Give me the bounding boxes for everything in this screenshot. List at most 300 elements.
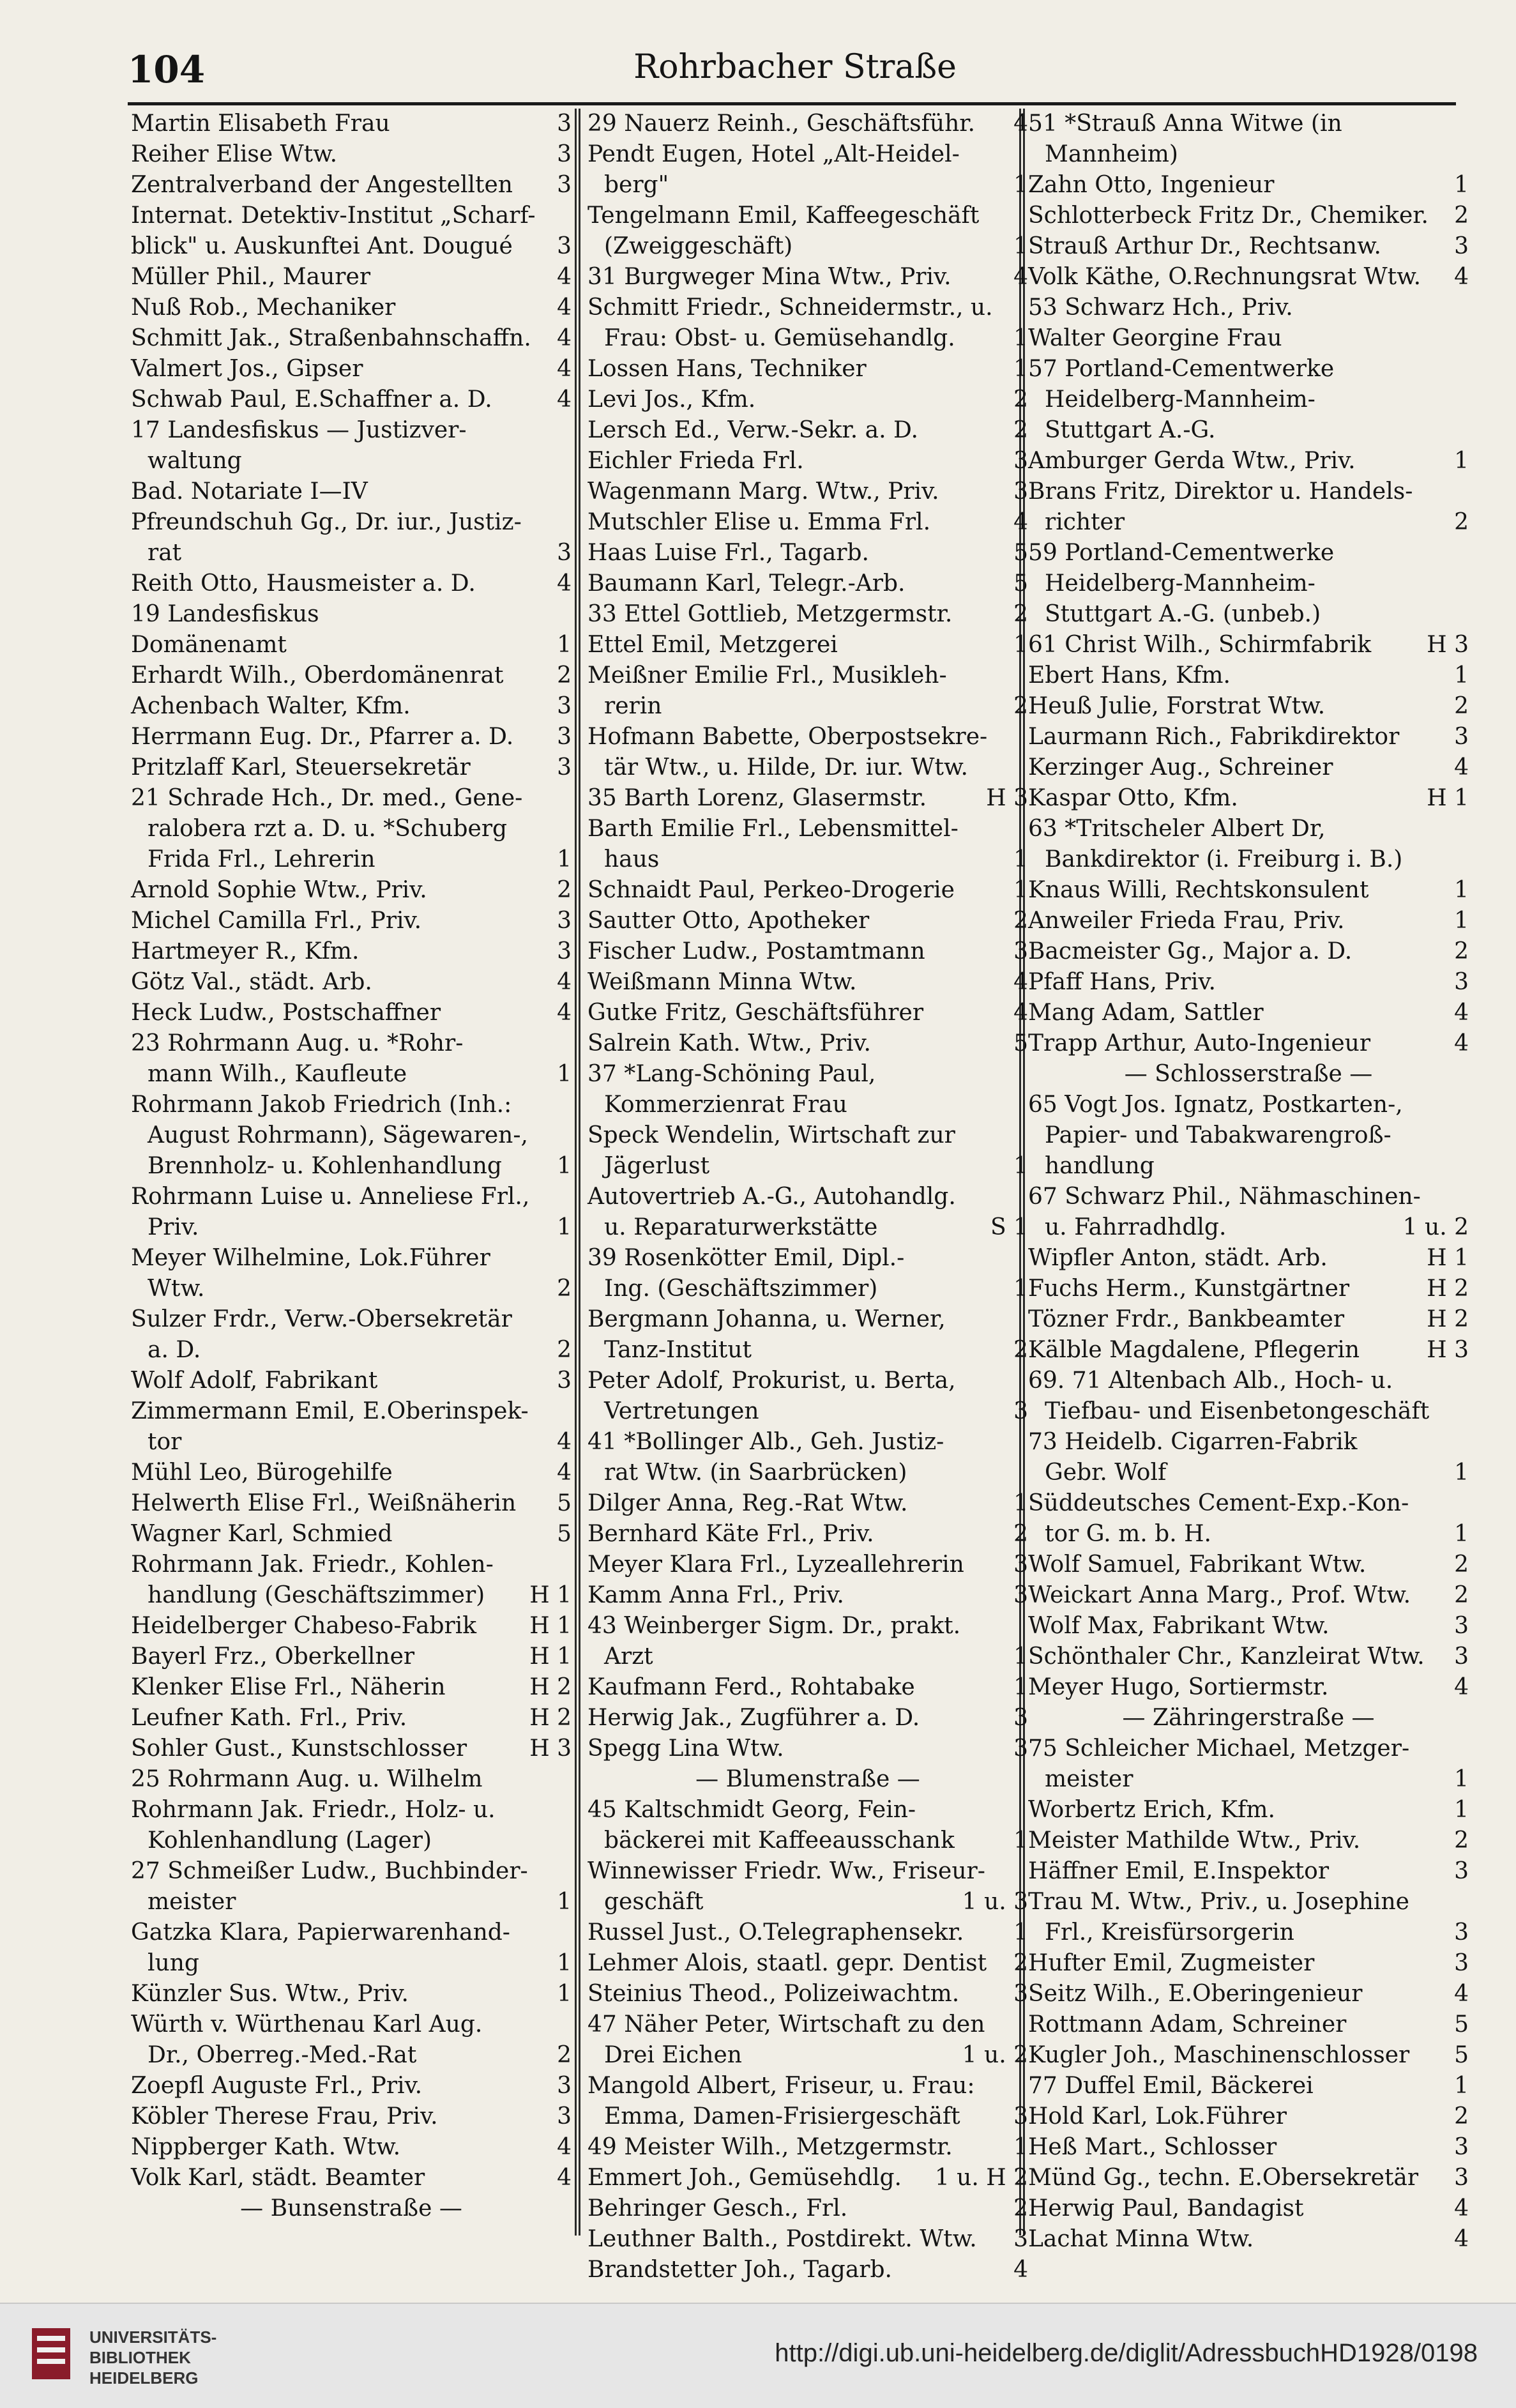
entry-text: 17 Landesfiskus — Justizver-	[131, 417, 467, 443]
floor-number: 4	[1013, 110, 1028, 137]
directory-entry	[131, 2071, 572, 2101]
directory-entry	[131, 1519, 572, 1550]
directory-entry	[131, 1887, 572, 1917]
directory-entry	[131, 568, 572, 599]
directory-entry	[131, 231, 572, 262]
directory-entry	[1028, 2163, 1469, 2193]
directory-entry	[587, 170, 1028, 201]
directory-entry	[587, 2132, 1028, 2163]
entry-text: Wagner Karl, Schmied	[131, 1521, 393, 1547]
directory-entry	[1028, 752, 1469, 783]
floor-number: 2	[557, 1276, 572, 1302]
entry-text: Schönthaler Chr., Kanzleirat Wtw.	[1028, 1643, 1425, 1670]
floor-number: 4	[557, 264, 572, 290]
floor-number: 4	[557, 969, 572, 995]
directory-entry	[131, 507, 572, 538]
directory-entry	[1028, 1825, 1469, 1856]
directory-entry	[131, 1703, 572, 1734]
entry-text: 47 Näher Peter, Wirtschaft zu den	[587, 2011, 985, 2038]
directory-entry	[587, 1335, 1028, 1366]
directory-entry	[1028, 1212, 1469, 1243]
floor-number	[1465, 1182, 1469, 1212]
directory-entry	[131, 1856, 572, 1887]
directory-entry	[1028, 1366, 1469, 1396]
floor-number: 4	[557, 1429, 572, 1455]
entry-text: Seitz Wilh., E.Oberingenieur	[1028, 1981, 1363, 2007]
floor-number: 1	[557, 1889, 572, 1915]
directory-entry	[131, 783, 572, 814]
floor-number: 1	[1013, 1919, 1028, 1946]
library-name-line: UNIVERSITÄTS-	[89, 2328, 217, 2347]
floor-number	[568, 476, 572, 507]
entry-text: Rohrmann Jakob Friedrich (Inh.:	[131, 1092, 512, 1118]
entry-text: rat	[148, 540, 182, 566]
university-seal-icon	[26, 2322, 77, 2386]
entry-text: August Rohrmann), Sägewaren-,	[148, 1122, 528, 1148]
entry-text: Schmitt Jak., Straßenbahnschaffn.	[131, 325, 531, 351]
floor-number: 4	[1454, 264, 1469, 290]
directory-entry	[587, 1979, 1028, 2009]
directory-entry	[1028, 814, 1469, 844]
floor-number: 3	[1454, 2165, 1469, 2191]
entry-text: Hartmeyer R., Kfm.	[131, 938, 360, 964]
entry-text: Heidelberg-Mannheim-	[1045, 570, 1315, 597]
directory-entry	[131, 1734, 572, 1764]
floor-number: 4	[557, 1000, 572, 1026]
floor-number: S 1	[990, 1214, 1028, 1240]
entry-text: Pendt Eugen, Hotel „Alt-Heidel-	[587, 141, 960, 167]
directory-entry	[131, 875, 572, 906]
directory-entry	[587, 2071, 1028, 2101]
directory-entry	[587, 568, 1028, 599]
directory-entry	[1028, 262, 1469, 293]
floor-number: 3	[1013, 1582, 1028, 1608]
entry-text: rerin	[604, 693, 662, 719]
floor-number: 1	[557, 1153, 572, 1179]
entry-text: Meyer Hugo, Sortiermstr.	[1028, 1674, 1329, 1700]
entry-text: Bergmann Johanna, u. Werner,	[587, 1306, 946, 1332]
directory-entry	[587, 1642, 1028, 1672]
entry-text: Rohrmann Luise u. Anneliese Frl.,	[131, 1184, 530, 1210]
entry-text: 53 Schwarz Hch., Priv.	[1028, 294, 1293, 321]
entry-text: 69. 71 Altenbach Alb., Hoch- u.	[1028, 1368, 1393, 1394]
directory-entry	[587, 2224, 1028, 2255]
directory-entry	[587, 293, 1028, 323]
floor-number	[568, 1795, 572, 1825]
directory-entry	[587, 599, 1028, 630]
entry-text: Heck Ludw., Postschaffner	[131, 1000, 441, 1026]
directory-entry	[1028, 660, 1469, 691]
directory-entry	[131, 844, 572, 875]
entry-text: — Bunsenstraße —	[240, 2195, 462, 2221]
floor-number: 3	[1454, 2134, 1469, 2160]
floor-number: 2	[1454, 2103, 1469, 2130]
floor-number	[1465, 814, 1469, 844]
directory-entry	[587, 1703, 1028, 1734]
entry-text: Steinius Theod., Polizeiwachtm.	[587, 1981, 960, 2007]
floor-number: 1	[1013, 233, 1028, 259]
floor-number: 1	[1454, 662, 1469, 689]
entry-text: bäckerei mit Kaffeeausschank	[604, 1827, 955, 1854]
floor-number	[568, 783, 572, 814]
floor-number: 1	[1013, 1276, 1028, 1302]
floor-number: H 1	[529, 1582, 572, 1608]
entry-text: Arnold Sophie Wtw., Priv.	[131, 877, 427, 903]
entry-text: Walter Georgine Frau	[1028, 325, 1282, 351]
directory-entry	[131, 1212, 572, 1243]
floor-number	[1465, 1120, 1469, 1151]
floor-number: 3	[1454, 1919, 1469, 1946]
floor-number: 2	[1454, 509, 1469, 535]
source-url[interactable]: http://digi.ub.uni-heidelberg.de/diglit/AdressbuchHD1928/0198	[775, 2339, 1478, 2367]
directory-entry	[587, 1948, 1028, 1979]
page-header	[128, 35, 1462, 105]
entry-text: Herrmann Eug. Dr., Pfarrer a. D.	[131, 724, 514, 750]
directory-entry	[1028, 231, 1469, 262]
floor-number: 1	[1013, 846, 1028, 873]
entry-text: Trau M. Wtw., Priv., u. Josephine	[1028, 1889, 1409, 1915]
entry-text: Reith Otto, Hausmeister a. D.	[131, 570, 476, 597]
directory-entry	[1028, 1948, 1469, 1979]
floor-number: 1	[557, 1950, 572, 1976]
floor-number: 4	[1454, 1030, 1469, 1056]
entry-text: Meyer Klara Frl., Lyzeallehrerin	[587, 1551, 964, 1578]
floor-number: H 3	[986, 785, 1028, 811]
entry-text: 37 *Lang-Schöning Paul,	[587, 1061, 876, 1087]
header-rule	[128, 102, 1456, 105]
entry-text: Leufner Kath. Frl., Priv.	[131, 1705, 407, 1731]
directory-entry	[587, 446, 1028, 476]
entry-text: Wolf Max, Fabrikant Wtw.	[1028, 1613, 1330, 1639]
directory-entry	[587, 262, 1028, 293]
entry-text: Fuchs Herm., Kunstgärtner	[1028, 1276, 1350, 1302]
directory-entry	[1028, 354, 1469, 385]
directory-entry	[1028, 507, 1469, 538]
directory-entry	[1028, 415, 1469, 446]
column-divider	[575, 109, 577, 2236]
entry-text: tär Wtw., u. Hilde, Dr. iur. Wtw.	[604, 754, 968, 781]
floor-number: 4	[1454, 2195, 1469, 2221]
floor-number: 5	[557, 1490, 572, 1516]
directory-entry	[131, 2132, 572, 2163]
entry-text: Hold Karl, Lok.Führer	[1028, 2103, 1287, 2130]
floor-number	[1465, 599, 1469, 630]
directory-entry	[587, 875, 1028, 906]
directory-entry	[587, 1212, 1028, 1243]
entry-text: Amburger Gerda Wtw., Priv.	[1028, 448, 1356, 474]
floor-number: 3	[1454, 1613, 1469, 1639]
floor-number: 3	[557, 1368, 572, 1394]
floor-number: 2	[557, 2042, 572, 2068]
entry-text: Priv.	[148, 1214, 199, 1240]
directory-entry	[131, 936, 572, 967]
floor-number: 5	[1454, 2042, 1469, 2068]
floor-number: 2	[1013, 908, 1028, 934]
directory-entry	[587, 1856, 1028, 1887]
entry-text: Trapp Arthur, Auto-Ingenieur	[1028, 1030, 1371, 1056]
directory-entry	[131, 1120, 572, 1151]
entry-text: Mangold Albert, Friseur, u. Frau:	[587, 2073, 975, 2099]
directory-entry	[587, 2163, 1028, 2193]
floor-number: 2	[1013, 1337, 1028, 1363]
floor-number: 3	[557, 172, 572, 198]
directory-entry	[587, 1917, 1028, 1948]
floor-number: 4	[1013, 264, 1028, 290]
entry-text: Ebert Hans, Kfm.	[1028, 662, 1231, 689]
floor-number	[1465, 139, 1469, 170]
floor-number: 3	[1013, 1398, 1028, 1424]
column-2	[587, 109, 1028, 2283]
directory-entry	[131, 1243, 572, 1274]
entry-text: Herwig Paul, Bandagist	[1028, 2195, 1304, 2221]
directory-entry	[1028, 1917, 1469, 1948]
entry-text: 33 Ettel Gottlieb, Metzgermstr.	[587, 601, 953, 627]
entry-text: Tiefbau- und Eisenbetongeschäft	[1045, 1398, 1430, 1424]
directory-entry	[1028, 1611, 1469, 1642]
entry-text: Kommerzienrat Frau	[604, 1092, 847, 1118]
entry-text: (Zweiggeschäft)	[604, 233, 793, 259]
floor-number: 5	[557, 1521, 572, 1547]
directory-entry	[131, 293, 572, 323]
directory-entry	[1028, 170, 1469, 201]
floor-number	[1465, 109, 1469, 139]
directory-entry	[131, 722, 572, 752]
floor-number: 4	[1454, 1000, 1469, 1026]
entry-text: handlung	[1045, 1153, 1155, 1179]
entry-text: Weickart Anna Marg., Prof. Wtw.	[1028, 1582, 1411, 1608]
floor-number: 2	[557, 877, 572, 903]
directory-entry	[131, 323, 572, 354]
floor-number: 2	[1013, 1521, 1028, 1547]
floor-number	[1465, 844, 1469, 875]
entry-text: 75 Schleicher Michael, Metzger-	[1028, 1735, 1410, 1762]
directory-entry	[587, 1580, 1028, 1611]
entry-text: Strauß Arthur Dr., Rechtsanw.	[1028, 233, 1381, 259]
entry-text: Arzt	[604, 1643, 653, 1670]
directory-entry	[131, 814, 572, 844]
directory-entry	[131, 2101, 572, 2132]
section-heading	[1028, 1703, 1469, 1734]
entry-text: Lachat Minna Wtw.	[1028, 2226, 1254, 2252]
directory-entry	[587, 691, 1028, 722]
directory-entry	[1028, 538, 1469, 568]
entry-text: Leuthner Balth., Postdirekt. Wtw.	[587, 2226, 977, 2252]
entry-text: 19 Landesfiskus	[131, 601, 319, 627]
entry-text: Martin Elisabeth Frau	[131, 110, 390, 137]
entry-text: Winnewisser Friedr. Ww., Friseur-	[587, 1858, 985, 1884]
entry-text: Gutke Fritz, Geschäftsführer	[587, 1000, 924, 1026]
directory-entry	[1028, 2040, 1469, 2071]
floor-number: 5	[1013, 540, 1028, 566]
directory-entry	[1028, 1182, 1469, 1212]
entry-text: Wtw.	[148, 1276, 205, 1302]
floor-number	[568, 1243, 572, 1274]
entry-text: Achenbach Walter, Kfm.	[131, 693, 411, 719]
directory-entry	[1028, 1090, 1469, 1120]
floor-number: H 2	[529, 1705, 572, 1731]
entry-text: 77 Duffel Emil, Bäckerei	[1028, 2073, 1314, 2099]
directory-entry	[1028, 1580, 1469, 1611]
directory-entry	[131, 476, 572, 507]
floor-number: 2	[1013, 2195, 1028, 2221]
directory-entry	[131, 967, 572, 998]
floor-number: 4	[1454, 2226, 1469, 2252]
floor-number: 1	[1454, 1521, 1469, 1547]
floor-number: 4	[557, 2134, 572, 2160]
directory-entry	[1028, 967, 1469, 998]
entry-text: Bacmeister Gg., Major a. D.	[1028, 938, 1353, 964]
floor-number	[1465, 323, 1469, 354]
directory-entry	[587, 2040, 1028, 2071]
entry-text: Münd Gg., techn. E.Obersekretär	[1028, 2165, 1419, 2191]
floor-number: 4	[1013, 1000, 1028, 1026]
directory-entry	[1028, 1550, 1469, 1580]
directory-entry	[1028, 1672, 1469, 1703]
entry-text: Herwig Jak., Zugführer a. D.	[587, 1705, 920, 1731]
entry-text: Volk Karl, städt. Beamter	[131, 2165, 425, 2191]
floor-number: 4	[1454, 1981, 1469, 2007]
directory-entry	[131, 1274, 572, 1304]
floor-number: 1	[1013, 1643, 1028, 1670]
directory-entry	[1028, 201, 1469, 231]
floor-number: 2	[1013, 601, 1028, 627]
floor-number: 2	[1013, 1950, 1028, 1976]
entry-text: 49 Meister Wilh., Metzgermstr.	[587, 2134, 953, 2160]
entry-text: Süddeutsches Cement-Exp.-Kon-	[1028, 1490, 1409, 1516]
directory-entry	[1028, 906, 1469, 936]
entry-text: Pfreundschuh Gg., Dr. iur., Justiz-	[131, 509, 522, 535]
entry-text: Fischer Ludw., Postamtmann	[587, 938, 925, 964]
floor-number: 4	[1454, 1674, 1469, 1700]
floor-number: 2	[1454, 693, 1469, 719]
floor-number	[1465, 415, 1469, 446]
floor-number: 4	[1013, 509, 1028, 535]
entry-text: Zoepfl Auguste Frl., Priv.	[131, 2073, 423, 2099]
entry-text: Wolf Adolf, Fabrikant	[131, 1368, 378, 1394]
floor-number: 2	[1013, 417, 1028, 443]
entry-text: Gebr. Wolf	[1045, 1459, 1167, 1486]
entry-text: 73 Heidelb. Cigarren-Fabrik	[1028, 1429, 1358, 1455]
directory-entry	[1028, 783, 1469, 814]
directory-entry	[131, 1059, 572, 1090]
floor-number: 1 u. H 2	[934, 2165, 1028, 2191]
directory-entry	[1028, 1335, 1469, 1366]
directory-entry	[1028, 1734, 1469, 1764]
floor-number: 3	[557, 754, 572, 781]
floor-number	[568, 599, 572, 630]
directory-entry	[587, 1887, 1028, 1917]
floor-number	[1465, 1488, 1469, 1519]
entry-text: Frl., Kreisfürsorgerin	[1045, 1919, 1294, 1946]
directory-entry	[1028, 722, 1469, 752]
entry-text: Michel Camilla Frl., Priv.	[131, 908, 422, 934]
directory-entry	[131, 998, 572, 1028]
entry-text: Ing. (Geschäftszimmer)	[604, 1276, 878, 1302]
directory-entry	[1028, 1120, 1469, 1151]
floor-number: 4	[1013, 2257, 1028, 2283]
floor-number: 2	[1454, 1582, 1469, 1608]
directory-entry	[587, 385, 1028, 415]
directory-entry	[131, 2040, 572, 2071]
entry-text: Wagenmann Marg. Wtw., Priv.	[587, 478, 939, 505]
entry-text: Ettel Emil, Metzgerei	[587, 632, 838, 658]
entry-text: geschäft	[604, 1889, 704, 1915]
floor-number: 1	[1013, 632, 1028, 658]
floor-number: 4	[1013, 969, 1028, 995]
directory-entry	[587, 415, 1028, 446]
floor-number: 1	[1454, 877, 1469, 903]
directory-entry	[1028, 2132, 1469, 2163]
entry-text: Knaus Willi, Rechtskonsulent	[1028, 877, 1369, 903]
entry-text: Häffner Emil, E.Inspektor	[1028, 1858, 1330, 1884]
entry-text: Müller Phil., Maurer	[131, 264, 371, 290]
floor-number: 3	[557, 141, 572, 167]
directory-entry	[131, 752, 572, 783]
entry-text: Tanz-Institut	[604, 1337, 752, 1363]
column-3	[1028, 109, 1469, 2252]
floor-number: 2	[1454, 1551, 1469, 1578]
library-name	[89, 2327, 216, 2388]
directory-entry	[1028, 1856, 1469, 1887]
entry-text: Rottmann Adam, Schreiner	[1028, 2011, 1347, 2038]
floor-number	[568, 1120, 572, 1151]
directory-entry	[131, 1182, 572, 1212]
directory-entry	[1028, 2071, 1469, 2101]
floor-number: 4	[557, 325, 572, 351]
entry-text: Helwerth Elise Frl., Weißnäherin	[131, 1490, 517, 1516]
entry-text: Sulzer Frdr., Verw.-Obersekretär	[131, 1306, 512, 1332]
directory-entry	[587, 906, 1028, 936]
directory-entry	[1028, 1887, 1469, 1917]
library-name-line: BIBLIOTHEK	[89, 2348, 191, 2367]
floor-number: 2	[557, 1337, 572, 1363]
floor-number	[1465, 1090, 1469, 1120]
entry-text: u. Fahrradhdlg.	[1045, 1214, 1227, 1240]
entry-text: Frau: Obst- u. Gemüsehandlg.	[604, 325, 955, 351]
entry-text: Baumann Karl, Telegr.-Arb.	[587, 570, 906, 597]
directory-entry	[131, 201, 572, 231]
entry-text: Haas Luise Frl., Tagarb.	[587, 540, 869, 566]
directory-entry	[131, 660, 572, 691]
directory-entry	[1028, 385, 1469, 415]
directory-entry	[587, 2193, 1028, 2224]
entry-text: Spegg Lina Wtw.	[587, 1735, 784, 1762]
directory-entry	[587, 231, 1028, 262]
entry-text: Lehmer Alois, staatl. gepr. Dentist	[587, 1950, 987, 1976]
directory-entry	[131, 1642, 572, 1672]
entry-text: 43 Weinberger Sigm. Dr., prakt.	[587, 1613, 961, 1639]
directory-entry	[131, 170, 572, 201]
directory-entry	[1028, 1642, 1469, 1672]
entry-text: Autovertrieb A.-G., Autohandlg.	[587, 1184, 956, 1210]
entry-text: 67 Schwarz Phil., Nähmaschinen-	[1028, 1184, 1421, 1210]
directory-entry	[131, 1580, 572, 1611]
directory-entry	[131, 1028, 572, 1059]
entry-text: Valmert Jos., Gipser	[131, 356, 363, 382]
floor-number: 4	[1454, 754, 1469, 781]
directory-entry	[587, 967, 1028, 998]
entry-text: rat Wtw. (in Saarbrücken)	[604, 1459, 907, 1486]
floor-number: 2	[557, 662, 572, 689]
directory-entry	[1028, 1458, 1469, 1488]
section-heading	[587, 1764, 1028, 1795]
entry-text: Bayerl Frz., Oberkellner	[131, 1643, 415, 1670]
entry-text: Reiher Elise Wtw.	[131, 141, 338, 167]
entry-text: tor	[148, 1429, 182, 1455]
entry-text: Zentralverband der Angestellten	[131, 172, 513, 198]
floor-number	[568, 1764, 572, 1795]
entry-text: Salrein Kath. Wtw., Priv.	[587, 1030, 871, 1056]
